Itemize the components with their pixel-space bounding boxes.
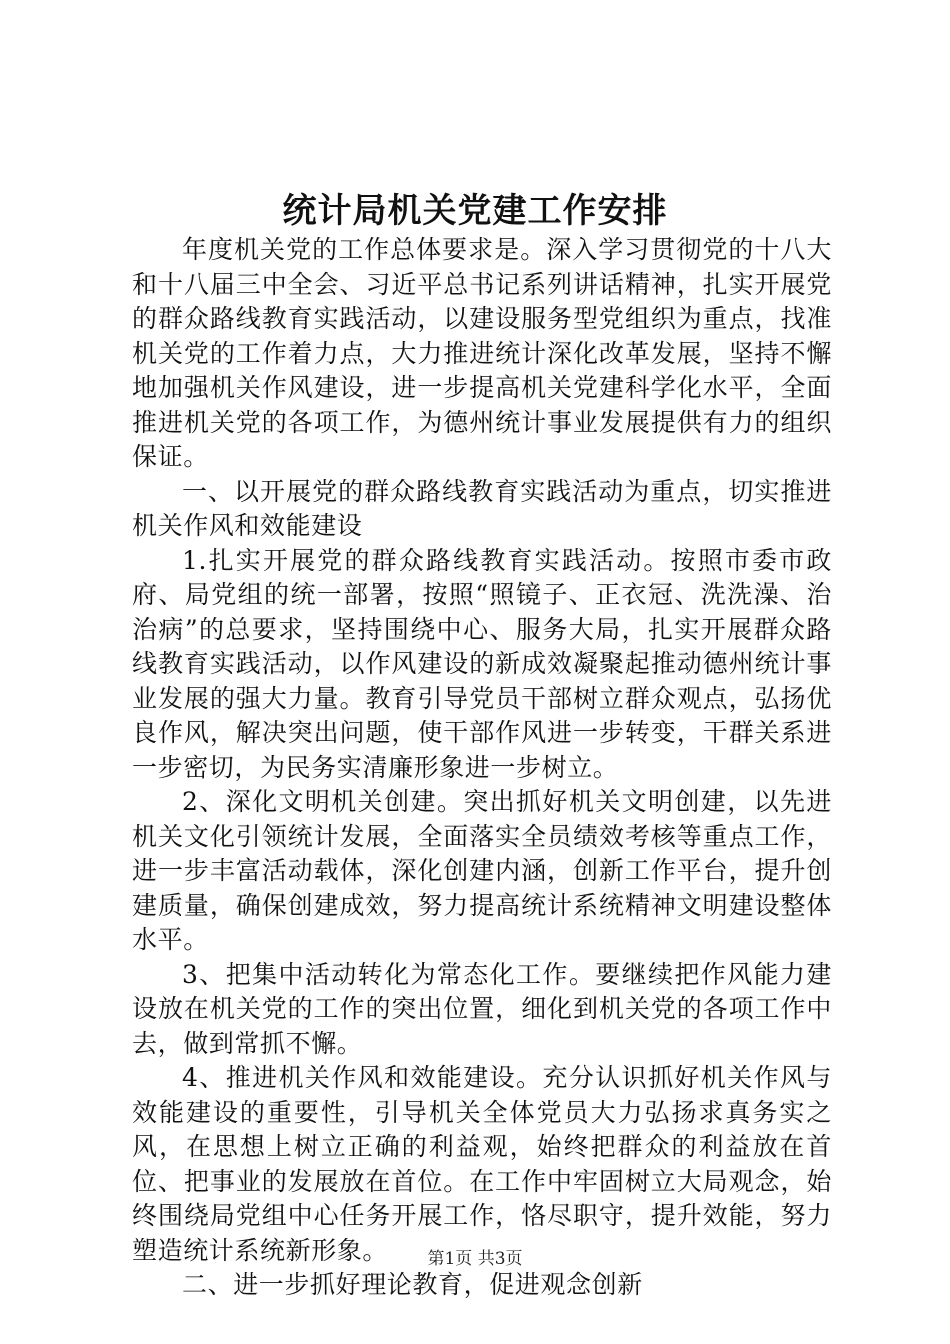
section-heading-1: 一、以开展党的群众路线教育实践活动为重点，切实推进机关作风和效能建设 bbox=[132, 476, 832, 540]
document-title: 统计局机关党建工作安排 bbox=[282, 191, 668, 231]
paragraph-item-1: 1.扎实开展党的群众路线教育实践活动。按照市委市政府、局党组的统一部署，按照“照镜子、正衣冠、洗洗澡、治治病”的总要求，坚持围绕中心、服务大局，扎实开展群众路线教育实践活动，以作风建设的新成效凝聚起推动德州统计事业发展的强大力量。教育引导党员干部树立群众观点，弘扬优良作风，解决突出问题，使干部作风进一步转变，干群关系进一步密切，为民务实清廉形象进一步树立。 bbox=[132, 545, 832, 782]
paragraph-item-4: 4、推进机关作风和效能建设。充分认识抓好机关作风与效能建设的重要性，引导机关全体党员大力弘扬求真务实之风，在思想上树立正确的利益观，始终把群众的利益放在首位、把事业的发展放在首位。在工作中牢固树立大局观念，始终围绕局党组中心任务开展工作，恪尽职守，提升效能，努力塑造统计系统新形象。 bbox=[132, 1063, 832, 1265]
paragraph-item-3: 3、把集中活动转化为常态化工作。要继续把作风能力建设放在机关党的工作的突出位置，细化到机关党的各项工作中去，做到常抓不懈。 bbox=[132, 959, 832, 1058]
document-body bbox=[132, 233, 832, 1303]
section-heading-2: 二、进一步抓好理论教育，促进观念创新 bbox=[182, 1270, 643, 1299]
paragraph-item-2: 2、深化文明机关创建。突出抓好机关文明创建，以先进机关文化引领统计发展，全面落实全员绩效考核等重点工作，进一步丰富活动载体，深化创建内涵，创新工作平台，提升创建质量，确保创建成效，努力提高统计系统精神文明建设整体水平。 bbox=[132, 787, 832, 954]
paragraph-intro: 年度机关党的工作总体要求是。深入学习贯彻党的十八大和十八届三中全会、习近平总书记系列讲话精神，扎实开展党的群众路线教育实践活动，以建设服务型党组织为重点，找准机关党的工作着力点，大力推进统计深化改革发展，坚持不懈地加强机关作风建设，进一步提高机关党建科学化水平，全面推进机关党的各项工作，为德州统计事业发展提供有力的组织保证。 bbox=[132, 235, 832, 471]
page-number-footer: 第1页 共3页 bbox=[427, 1249, 523, 1269]
